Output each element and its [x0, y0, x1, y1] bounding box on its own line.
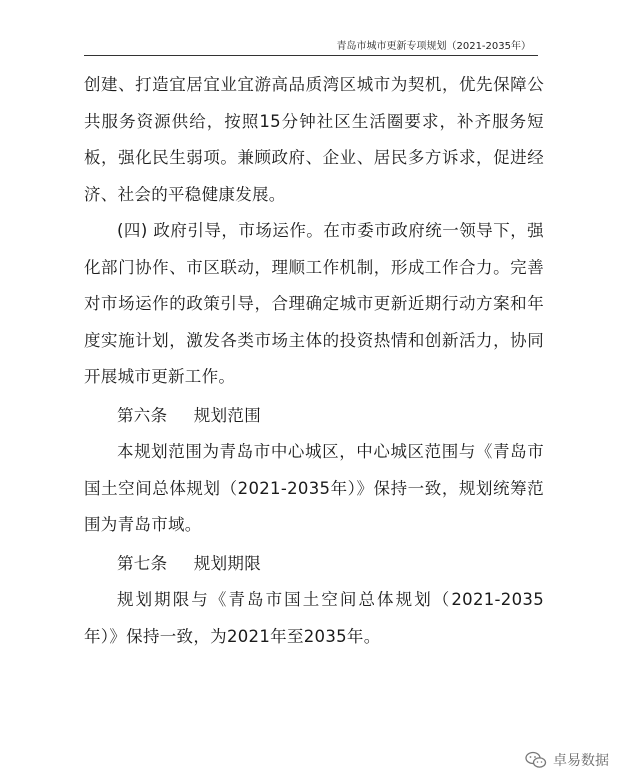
- header-rule: [84, 55, 538, 56]
- article-title: 规划期限: [193, 553, 261, 573]
- article-number: 第六条: [117, 405, 168, 425]
- document-body: [84, 67, 544, 655]
- running-header: 青岛市城市更新专项规划（2021-2035年）: [336, 41, 531, 52]
- article-body-6: 本规划范围为青岛市中心城区，中心城区范围与《青岛市国土空间总体规划（2021-2035年）》保持一致，规划统筹范围为青岛市域。: [84, 442, 544, 534]
- article-heading-7: [84, 546, 544, 583]
- watermark: [525, 750, 609, 770]
- article-title: 规划范围: [193, 405, 261, 425]
- article-body-7: 规划期限与《青岛市国土空间总体规划（2021-2035年）》保持一致，为2021年至2035年。: [84, 590, 544, 646]
- wechat-icon: [525, 751, 547, 769]
- article-number: 第七条: [117, 553, 168, 573]
- paragraph-continuation: 创建、打造宜居宜业宜游高品质湾区城市为契机，优先保障公共服务资源供给，按照15分钟社区生活圈要求，补齐服务短板，强化民生弱项。兼顾政府、企业、居民多方诉求，促进经济、社会的平稳健康发展。: [84, 75, 544, 204]
- paragraph-government-guidance: (四) 政府引导，市场运作。在市委市政府统一领导下，强化部门协作、市区联动，理顺工作机制，形成工作合力。完善对市场运作的政策引导，合理确定城市更新近期行动方案和年度实施计划，激发各类市场主体的投资热情和创新活力，协同开展城市更新工作。: [84, 221, 544, 386]
- watermark-text: 卓易数据: [553, 753, 609, 769]
- article-heading-6: [84, 398, 544, 435]
